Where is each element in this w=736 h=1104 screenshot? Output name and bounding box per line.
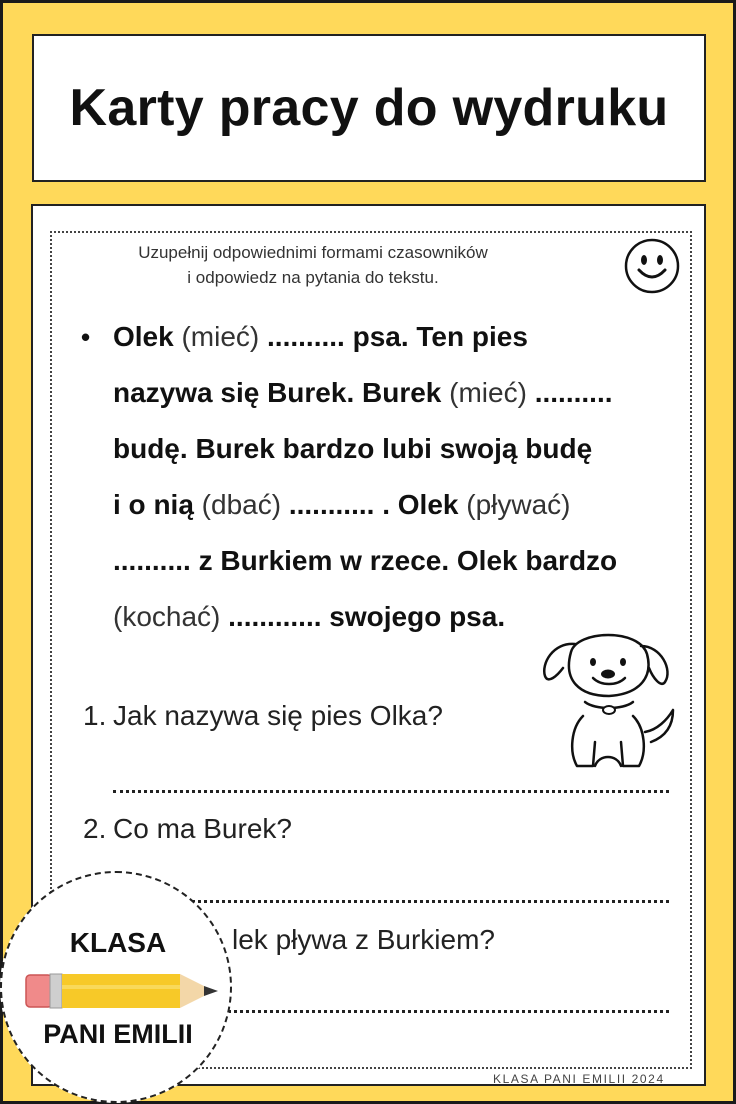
footer-credit: KLASA PANI EMILII 2024 (493, 1072, 665, 1086)
dog-illustration-icon (533, 624, 683, 772)
story-line: .......... z Burkiem w rzece. Olek bardzo (113, 545, 618, 576)
story-line: budę. Burek bardzo lubi swoją budę (113, 433, 593, 464)
answer-line-1[interactable] (113, 790, 669, 793)
bullet-point: • (81, 322, 91, 352)
story-line: (kochać) ............ swojego psa. (113, 601, 506, 632)
badge-title: KLASA (69, 927, 167, 958)
title-banner (32, 34, 706, 182)
story-line: i o nią (dbać) ........... . Olek (pływać) (113, 489, 571, 520)
badge-subtitle: PANI EMILII (43, 1019, 193, 1049)
pencil-icon (24, 969, 224, 1013)
question-3: lek pływa z Burkiem? (232, 924, 495, 955)
brand-badge (0, 871, 232, 1103)
question-2: 2. Co ma Burek? (83, 813, 292, 844)
story-line: nazywa się Burek. Burek (mieć) .......... (113, 377, 613, 408)
page-title: Karty pracy do wydruku (69, 79, 669, 137)
instruction-line-1: Uzupełnij odpowiednimi formami czasowników (138, 243, 488, 262)
instruction-line-2: i odpowiedz na pytania do tekstu. (187, 268, 439, 287)
story-line: Olek (mieć) .......... psa. Ten pies (113, 321, 528, 352)
instruction-text (93, 240, 533, 290)
smiley-face-icon (623, 237, 681, 295)
question-1: 1. Jak nazywa się pies Olka? (83, 700, 443, 731)
story-paragraph (83, 309, 683, 645)
